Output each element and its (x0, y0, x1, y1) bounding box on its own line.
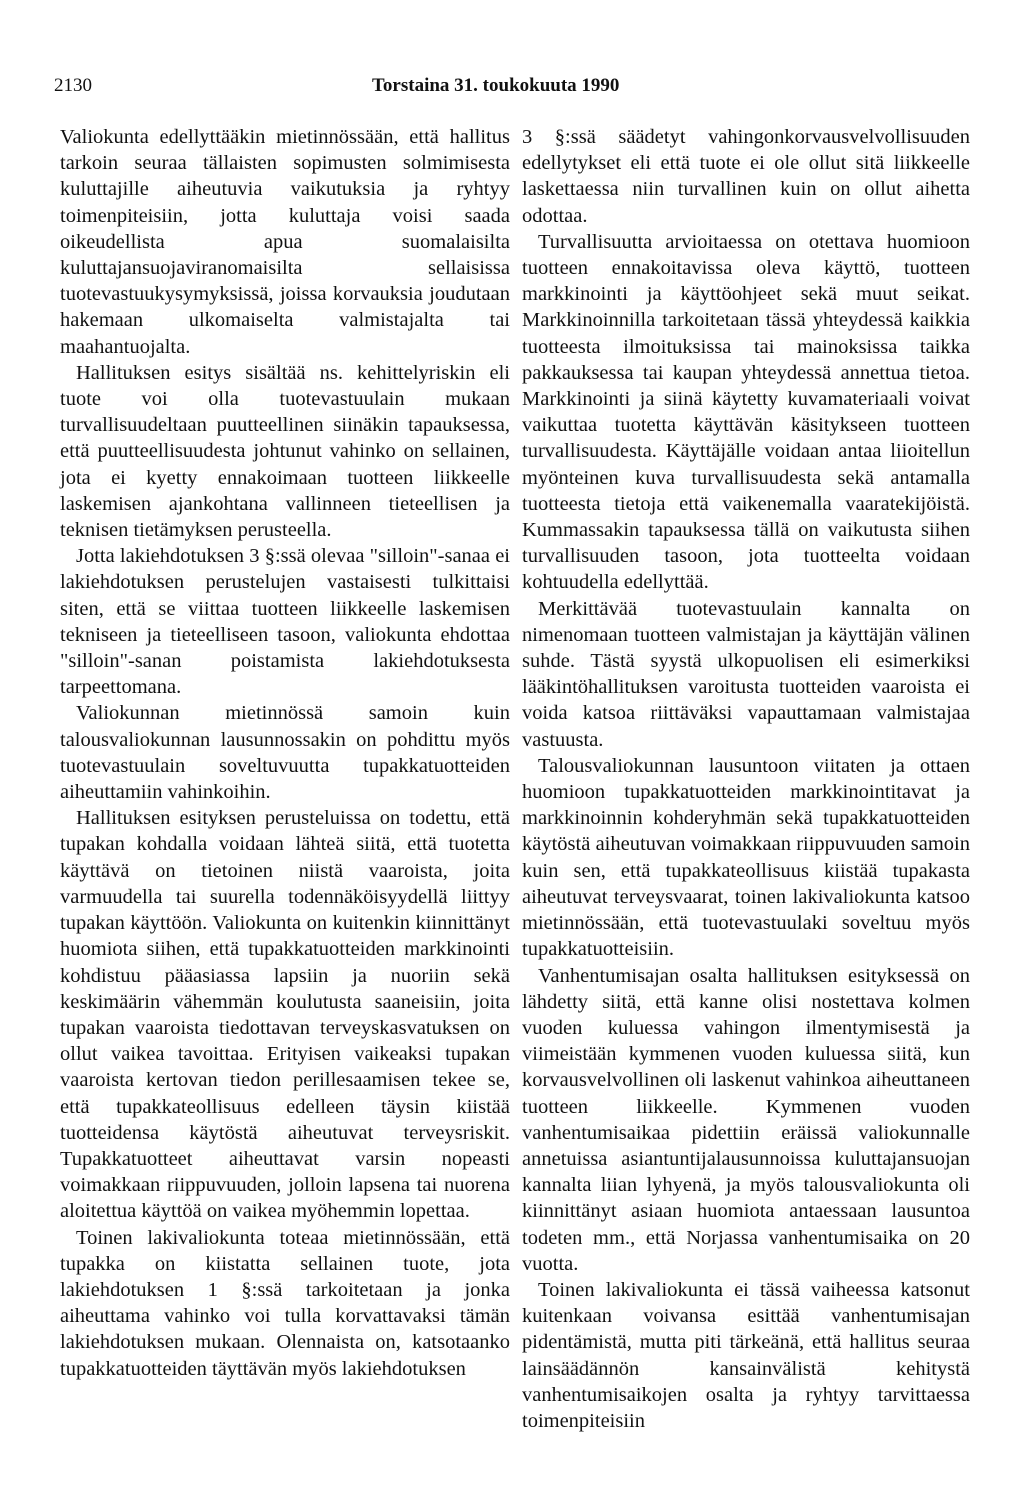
paragraph: Vanhentumisajan osalta hallituksen esityksessä on lähdetty siitä, että kanne olisi nostettava kolmen vuoden kuluessa vahingon ilmentymisestä ja viimeistään kymmenen vuoden kuluessa siitä, kun korvausvelvollinen oli laskenut vahinkoa aiheuttaneen tuotteen liikkeelle. Kymmenen vuoden vanhentumisaikaa pidettiin eräissä valiokunnalle annetuissa asiantuntijalausunnoissa kuluttajansuojan kannalta liian lyhyenä, ja myös talousvaliokunta oli kiinnittänyt asiaan huomiota antaessaan lausuntoa todeten mm., että Norjassa vanhentumisaika on 20 vuotta. (522, 964, 970, 1275)
paragraph: Toinen lakivaliokunta toteaa mietinnössään, että tupakka on kiistatta sellainen tuote, jota lakiehdotuksen 1 §:ssä tarkoitetaan ja jonka aiheuttama vahinko voi tulla korvattavaksi tämän lakiehdotuksen mukaan. Olennaista on, katsotaanko tupakkatuotteiden täyttävän myös lakiehdotuksen (60, 1226, 510, 1380)
paragraph: Turvallisuutta arvioitaessa on otettava huomioon tuotteen ennakoitavissa oleva käyttö, tuotteen markkinointi ja käyttöohjeet sekä muut seikat. Markkinoinnilla tarkoitetaan tässä yhteydessä kaikkia tuotteesta ilmoituksissa tai mainoksissa taikka pakkauksessa tai kaupan yhteydessä annettua tietoa. Markkinointi ja siinä käytetty kuvamateriaali voivat vaikuttaa tuotetta käyttävän käsitykseen tuotteen turvallisuudesta. Käyttäjälle voidaan antaa liioitellun myönteinen kuva turvallisuudesta sekä antamalla tuotteesta tietoja että vaikenemalla vaaratekijöistä. Kummassakin tapauksessa tällä on vaikutusta siihen turvallisuuden tasoon, jota tuotteelta voidaan kohtuudella edellyttää. (522, 230, 970, 594)
page-number: 2130 (54, 75, 92, 96)
paragraph: Toinen lakivaliokunta ei tässä vaiheessa katsonut kuitenkaan voivansa esittää vanhentumisajan pidentämistä, mutta piti tärkeänä, että hallitus seuraa lainsäädännön kansainvälistä kehitystä vanhentumisaikojen osalta ja ryhtyy tarvittaessa toimenpiteisiin (522, 1278, 970, 1432)
paragraph: Merkittävää tuotevastuulain kannalta on nimenomaan tuotteen valmistajan ja käyttäjän välinen suhde. Tästä syystä ulkopuolisen eli esimerkiksi lääkintöhallituksen varoitusta tuotteiden vaaroista ei voida katsoa riittäväksi vapauttamaan valmistajaa vastuusta. (522, 597, 970, 751)
paragraph: Valiokunta edellyttääkin mietinnössään, että hallitus tarkoin seuraa tällaisten sopimusten solmimisesta kuluttajille aiheutuvia vaikutuksia ja ryhtyy toimenpiteisiin, jotta kuluttaja voisi saada oikeudellista apua suomalaisilta kuluttajansuojaviranomaisilta sellaisissa tuotevastuukysymyksissä, joissa korvauksia joudutaan hakemaan ulkomaiselta valmistajalta tai maahantuojalta. (60, 126, 510, 358)
paragraph: Jotta lakiehdotuksen 3 §:ssä olevaa "silloin"-sanaa ei lakiehdotuksen perustelujen vastaisesti tulkittaisi siten, että se viittaa tuotteen liikkeelle laskemisen tekniseen ja tieteelliseen tasoon, valiokunta ehdottaa "silloin"-sanan poistamista lakiehdotuksesta tarpeettomana. (60, 545, 510, 699)
paragraph: Talousvaliokunnan lausuntoon viitaten ja ottaen huomioon tupakkatuotteiden markkinointitavat ja markkinoinnin kohderyhmän sekä tupakkatuotteiden käytöstä aiheutuvan voimakkaan riippuvuuden samoin kuin sen, että tupakkateollisuus kiistää tupakasta aiheutuvat terveysvaarat, toinen lakivaliokunta katsoo mietinnössään, että tuotevastuulaki soveltuu myös tupakkatuotteisiin. (522, 754, 970, 961)
right-column (522, 124, 970, 1434)
paragraph: Valiokunnan mietinnössä samoin kuin talousvaliokunnan lausunnossakin on pohdittu myös tuotevastuulain soveltuvuutta tupakkatuotteiden aiheuttamiin vahinkoihin. (60, 702, 510, 804)
left-column (60, 124, 510, 1382)
paragraph: 3 §:ssä säädetyt vahingonkorvausvelvollisuuden edellytykset eli että tuote ei ole ollut sitä liikkeelle laskettaessa niin turvallinen kuin on ollut aihetta odottaa. (522, 126, 970, 227)
paragraph: Hallituksen esityksen perusteluissa on todettu, että tupakan kohdalla voidaan lähteä siitä, että tuotetta käyttävä on tietoinen niistä vaaroista, joita varmuudella tai suurella todennäköisyydellä liittyy tupakan käyttöön. Valiokunta on kuitenkin kiinnittänyt huomiota siihen, että tupakkatuotteiden markkinointi kohdistuu pääasiassa lapsiin ja nuoriin sekä keskimäärin vähemmän koulutusta saaneisiin, joita tupakan vaaroista tiedottavan terveyskasvatuksen on ollut vaikea tavoittaa. Erityisen vaikeaksi tupakan vaaroista kertovan tiedon perillesaamisen tekee se, että tupakkateollisuus edelleen täysin kiistää tuotteidensa käytöstä aiheutuvat terveysriskit. Tupakkatuotteet aiheuttavat varsin nopeasti voimakkaan riippuvuuden, jolloin lapsena tai nuorena aloitettua käyttöä on vaikea myöhemmin lopettaa. (60, 807, 510, 1223)
paragraph: Hallituksen esitys sisältää ns. kehittelyriskin eli tuote voi olla tuotevastuulain mukaan turvallisuudeltaan puutteellinen siinäkin tapauksessa, että puutteellisuudesta johtunut vahinko on sellainen, jota ei kyetty ennakoimaan tuotteen liikkeelle laskemisen ajankohtana vallinneen tieteellisen ja teknisen tietämyksen perusteella. (60, 361, 510, 542)
running-head: Torstaina 31. toukokuuta 1990 (372, 75, 620, 96)
